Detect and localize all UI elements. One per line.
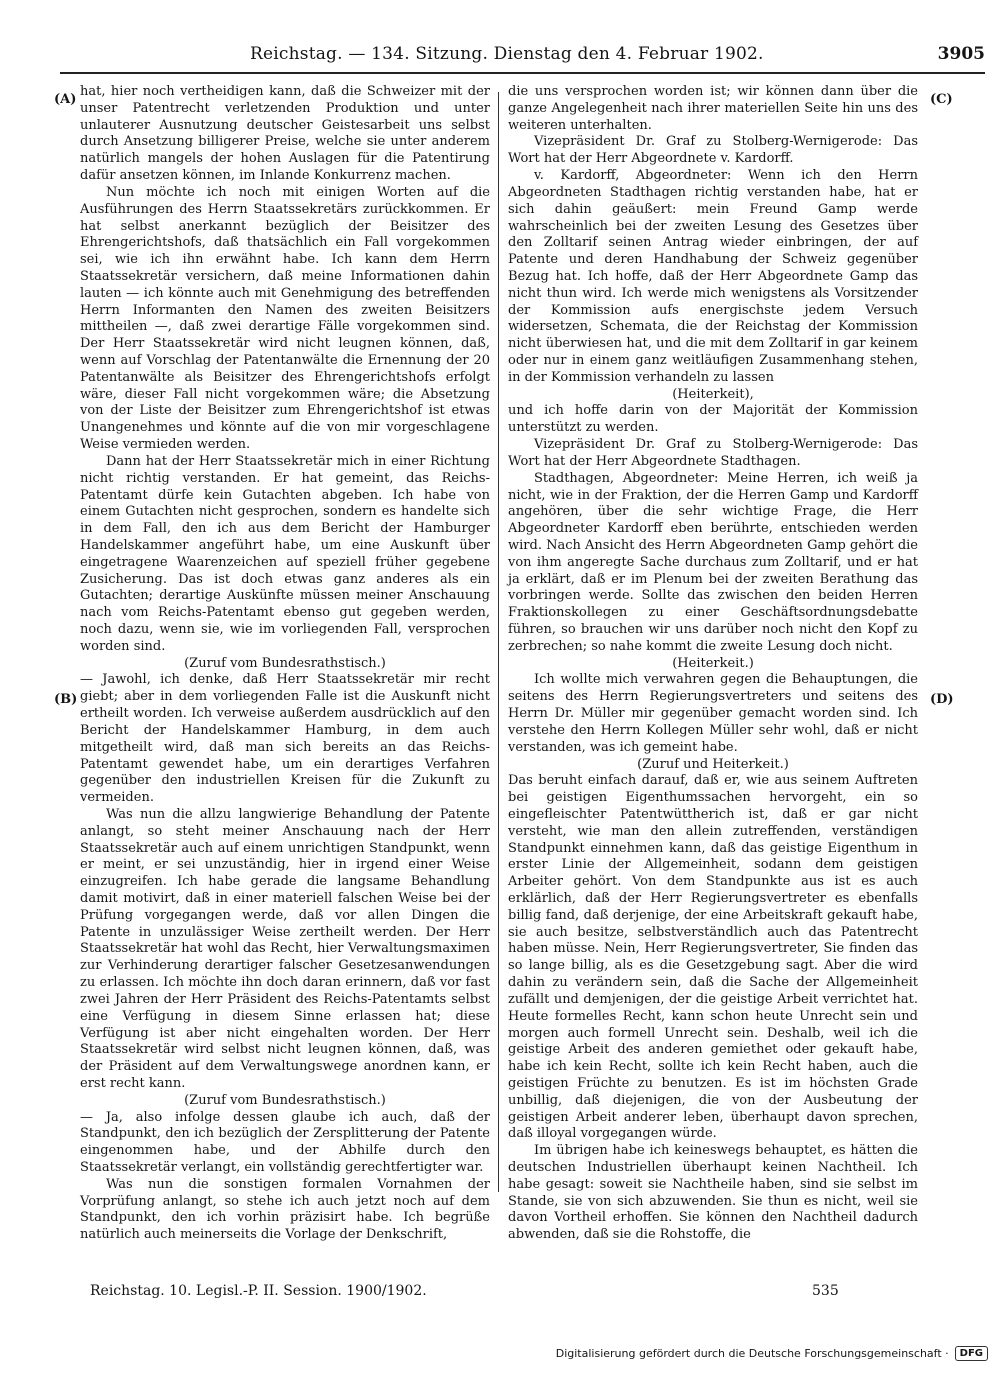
paragraph: Was nun die sonstigen formalen Vornahmen der Vorprüfung anlangt, so stehe ich auch jetzt noch auf dem Standpunkt, den ich vorhin präzisirt habe. Ich begrüße natürlich auch meinerseits die Vorlage der Denkschrift, [80, 1176, 490, 1243]
paragraph: Das beruht einfach darauf, daß er, wie aus seinem Auftreten bei geistigen Eigenthumssachen hervorgeht, ein so eingefleischter Patentwüttherich ist, daß er gar nicht versteht, wie man den allein zutreffenden, verständigen Standpunkt einnehmen kann, daß das geistige Eigenthum in erster Linie der Allgemeinheit, sodann dem geistigen Arbeiter gehört. Von dem Standpunkte aus ist es auch erklärlich, daß der Herr Regierungsvertreter es ebenfalls billig fand, daß derjenige, der eine Arbeitskraft gekauft habe, sie auch besitze, selbstverständlich auch das Patentrecht haben müsse. Nein, Herr Regierungsvertreter, Sie finden das so lange billig, als es die Gesetzgebung sagt. Aber die wird dahin zu verändern sein, daß die Sache der Allgemeinheit zufällt und demjenigen, der die geistige Arbeit verrichtet hat. Heute formelles Recht, kann schon heute Unrecht sein und morgen auch formell Unrecht sein. Deshalb, weil ich die geistige Arbeit des anderen gemiethet oder gekauft habe, habe ich kein Recht, sollte ich kein Recht haben, auch die geistigen Früchte zu benutzen. Es ist im höchsten Grade unbillig, daß diejenigen, die von der Ausbeutung der geistigen Arbeit anderer leben, überhaupt davon sprechen, daß illoyal vorgegangen würde. [508, 773, 918, 1142]
interjection: (Heiterkeit), [672, 386, 754, 402]
interjection: (Zuruf vom Bundesrathstisch.) [184, 655, 386, 671]
right-column [508, 84, 918, 1244]
paragraph: die uns versprochen worden ist; wir können dann über die ganze Angelegenheit nach ihrer materiellen Seite hin uns des weiteren unterhalten. [508, 84, 918, 133]
paragraph: Was nun die allzu langwierige Behandlung der Patente anlangt, so steht meiner Anschauung nach der Herr Staatssekretär auch auf einem unrichtigen Standpunkt, wenn er meint, er sei unzuständig, hier in irgend einer Weise einzugreifen. Ich habe gerade die langsame Behandlung damit motivirt, daß in einer materiell falschen Weise bei der Prüfung vorgegangen werde, daß vor allen Dingen die Patente in unzulässiger Weise zertheilt werden. Der Herr Staatssekretär hat wohl das Recht, hier Verwaltungsmaximen zur Verhinderung derartiger falscher Gesetzesanwendungen zu erlassen. Ich möchte ihn doch daran erinnern, daß vor fast zwei Jahren der Herr Präsident des Reichs-Patentamts selbst eine Verfügung in diesem Sinne erlassen hat; diese Verfügung ist aber nicht eingehalten worden. Der Herr Staatssekretär wird selbst nicht leugnen können, daß, was der Präsident auf dem Verwaltungswege anordnen kann, er erst recht kann. [80, 806, 490, 1091]
page-number: 3905 [937, 44, 985, 64]
header-title: Reichstag. — 134. Sitzung. Dienstag den 4. Februar 1902. [250, 44, 764, 64]
margin-marker-c: (C) [930, 92, 953, 107]
column-divider [498, 92, 499, 1192]
left-column [80, 84, 490, 1244]
page-header [250, 38, 985, 74]
speaker-paragraph: v. Kardorff, Abgeordneter: Wenn ich den Herrn Abgeordneten Stadthagen richtig verstanden habe, hat er sich dahin geäußert: mein Freund Gamp werde wahrscheinlich bei der zweiten Lesung des Gesetzes über den Zolltarif seinen Antrag wieder einbringen, der auf Patente und deren Handhabung der Schweiz gegenüber Bezug hat. Ich hoffe, daß der Herr Abgeordnete Gamp das nicht thun wird. Ich werde mich wenigstens als Vorsitzender der Kommission aufs energischste jedem Versuch widersetzen, Schemata, die der Reichstag der Kommission nicht überwiesen hat, und die mit dem Zolltarif in gar keinem oder nur in einem ganz weitläufigen Zusammenhang stehen, in der Kommission verhandeln zu lassen [508, 168, 918, 385]
credit-text: Digitalisierung gefördert durch die Deutsche Forschungsgemeinschaft · [555, 1347, 949, 1360]
header-rule [60, 72, 985, 74]
interjection: (Zuruf vom Bundesrathstisch.) [184, 1092, 386, 1108]
speaker-paragraph: Vizepräsident Dr. Graf zu Stolberg-Wernigerode: Das Wort hat der Herr Abgeordnete Stadthagen. [508, 437, 918, 469]
paragraph: hat, hier noch vertheidigen kann, daß die Schweizer mit der unser Patentrecht verletzenden Produktion und unter unlauterer Ausnutzung deutscher Geistesarbeit uns selbst durch Ansetzung billigerer Preise, welche sie unter anderem natürlich mangels der hohen Auslagen für die Patentirung dafür ansetzen können, im Inlande Konkurrenz machen. [80, 84, 490, 184]
paragraph: — Jawohl, ich denke, daß Herr Staatssekretär mir recht giebt; aber in dem vorliegenden Falle ist die Auskunft nicht ertheilt worden. Ich verweise außerdem ausdrücklich auf den Bericht der Handelskammer Hamburg, in dem auch mitgetheilt wird, daß man sich bereits an das Reichs-Patentamt gewendet habe, um ein derartiges Verfahren gegenüber den industriellen Kreisen für die Zukunft zu vermeiden. [80, 672, 490, 806]
footer-session-info: Reichstag. 10. Legisl.-P. II. Session. 1900/1902. [90, 1283, 427, 1299]
digitization-credit [556, 1346, 988, 1361]
footer-sheet-number: 535 [812, 1283, 839, 1299]
paragraph: Ich wollte mich verwahren gegen die Behauptungen, die seitens des Herrn Regierungsvertreters und seitens des Herrn Dr. Müller mir gegenüber gemacht worden sind. Ich verstehe den Herrn Kollegen Müller sehr wohl, daß er nicht verstanden, was ich gemeint habe. [508, 672, 918, 755]
speaker-paragraph: Vizepräsident Dr. Graf zu Stolberg-Wernigerode: Das Wort hat der Herr Abgeordnete v. Kardorff. [508, 134, 918, 167]
paragraph: — Ja, also infolge dessen glaube ich auch, daß der Standpunkt, den ich bezüglich der Zersplitterung der Patente eingenommen habe, und der Abhilfe durch den Staatssekretär verlangt, ein vollständig gerechtfertigter war. [80, 1109, 490, 1175]
dfg-logo-icon: DFG [955, 1346, 988, 1361]
interjection: (Zuruf und Heiterkeit.) [637, 756, 789, 772]
margin-marker-a: (A) [54, 92, 77, 107]
interjection: (Heiterkeit.) [672, 655, 754, 671]
margin-marker-d: (D) [930, 692, 954, 707]
paragraph: Im übrigen habe ich keineswegs behauptet, es hätten die deutschen Industriellen überhaupt keinen Nachtheil. Ich habe gesagt: soweit sie Nachtheile haben, sind sie selbst im Stande, sie von sich abzuwenden. Sie thun es nicht, weil sie davon Vortheil erhoffen. Sie können den Nachtheil dadurch abwenden, daß sie die Rohstoffe, die [508, 1143, 918, 1243]
paragraph: und ich hoffe darin von der Majorität der Kommission unterstützt zu werden. [508, 403, 918, 436]
speaker-paragraph: Stadthagen, Abgeordneter: Meine Herren, ich weiß ja nicht, wie in der Fraktion, der die Herren Gamp und Kardorff angehören, über die sehr wichtige Frage, die Herr Abgeordneter Kardorff eben berührte, entschieden werden wird. Nach Ansicht des Herrn Abgeordneten Gamp gehört die von ihm angeregte Sache durchaus zum Zolltarif, und er hat ja erklärt, daß er im Plenum bei der zweiten Berathung das vorbringen werde. Sollte das zwischen den beiden Herren Fraktionskollegen zu einer Geschäftsordnungsdebatte führen, so brauchen wir uns darüber noch nicht den Kopf zu zerbrechen; so nahe kommt die zweite Lesung doch nicht. [508, 470, 918, 654]
paragraph: Dann hat der Herr Staatssekretär mich in einer Richtung nicht richtig verstanden. Er hat gemeint, das Reichs-Patentamt dürfe kein Gutachten abgeben. Ich habe von einem Gutachten nicht gesprochen, sondern es handelte sich in dem Fall, den ich aus dem Bericht der Hamburger Handelskammer angeführt habe, um eine Auskunft über eingetragene Waarenzeichen auf speziell früher gegebene Zusicherung. Das ist doch etwas ganz anderes als ein Gutachten; derartige Auskünfte müssen meiner Anschauung nach vom Reichs-Patentamt ebenso gut gegeben werden, noch dazu, wenn sie, wie im vorliegenden Fall, versprochen worden sind. [80, 453, 490, 654]
paragraph: Nun möchte ich noch mit einigen Worten auf die Ausführungen des Herrn Staatssekretärs zurückkommen. Er hat selbst anerkannt bezüglich der Beisitzer des Ehrengerichtshofs, daß thatsächlich ein Fall vorgekommen sei, wie ich ihn erwähnt habe. Ich kann dem Herrn Staatssekretär versichern, daß meine Informationen dahin lauten — ich könnte auch mit Genehmigung des betreffenden Herrn Informanten den Namen des zweiten Beisitzers mittheilen —, daß zwei derartige Fälle vorgekommen sind. Der Herr Staatssekretär wird nicht leugnen können, daß, wenn auf Vorschlag der Patentanwälte die Ernennung der 20 Patentanwälte als Beisitzer des Ehrengerichtshofs erfolgt wäre, dieser Fall nicht vorgekommen wäre; die Absetzung von der Liste der Beisitzer zum Ehrengerichtshof ist etwas Unangenehmes und könnte auf die von mir vorgeschlagene Weise vermieden werden. [80, 184, 490, 453]
margin-marker-b: (B) [54, 692, 78, 707]
